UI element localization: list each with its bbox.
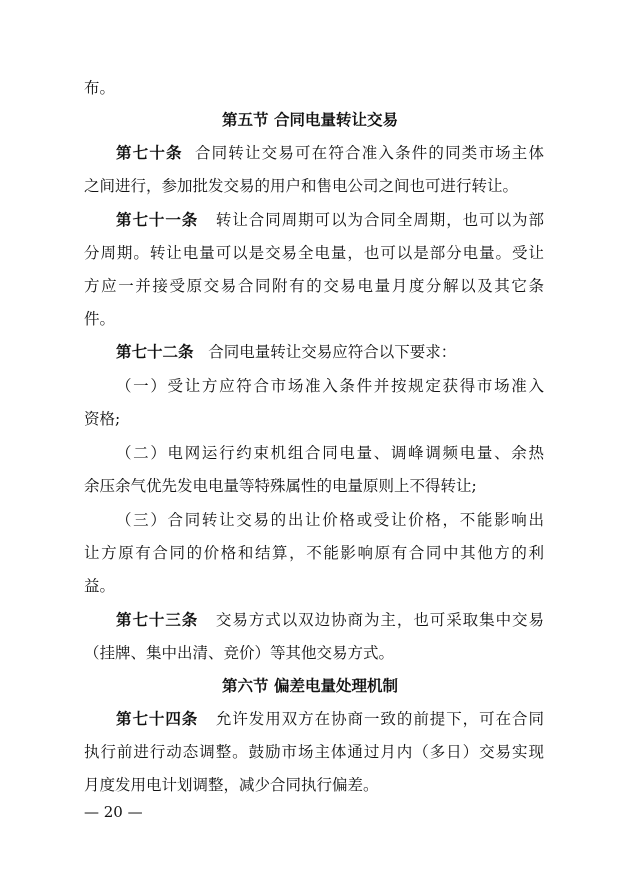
article-71-line-1 — [116, 210, 544, 230]
article-70-line-2: 之间进行，参加批发交易的用户和售电公司之间也可进行转让。 — [84, 177, 519, 195]
article-71-line-2: 分周期。转让电量可以是交易全电量，也可以是部分电量。受让 — [84, 244, 544, 262]
page-number: — 20 — — [84, 803, 143, 821]
article-73-text: 交易方式以双边协商为主，也可采取集中交易 — [215, 611, 544, 629]
article-74-line-1 — [116, 709, 544, 729]
article-71-text: 转让合同周期可以为合同全周期，也可以为部 — [215, 211, 544, 229]
section-heading-6: 第六节 偏差电量处理机制 — [222, 677, 398, 695]
article-70-label: 第七十条 — [116, 144, 183, 162]
article-70-line-1 — [116, 143, 544, 163]
article-70-text: 合同转让交易可在符合准入条件的同类市场主体 — [194, 144, 544, 162]
article-73-label: 第七十三条 — [116, 611, 199, 629]
text-line: 布。 — [84, 79, 116, 97]
article-71-label: 第七十一条 — [116, 211, 199, 229]
article-71-line-3: 方应一并接受原交易合同附有的交易电量月度分解以及其它条 — [84, 277, 544, 295]
article-74-text: 允许发用双方在协商一致的前提下，可在合同 — [215, 710, 544, 728]
article-72-line-1 — [116, 342, 544, 362]
article-72-label: 第七十二条 — [116, 343, 194, 361]
item-2-line-2: 余压余气优先发电电量等特殊属性的电量原则上不得转让; — [84, 477, 477, 495]
item-3-line-2: 让方原有合同的价格和结算，不能影响原有合同中其他方的利 — [84, 544, 544, 562]
article-72-text: 合同电量转让交易应符合以下要求： — [208, 343, 457, 361]
article-74-line-2: 执行前进行动态调整。鼓励市场主体通过月内（多日）交易实现 — [84, 743, 544, 761]
article-71-line-4: 件。 — [84, 310, 116, 328]
section-heading-5: 第五节 合同电量转让交易 — [222, 111, 398, 129]
item-3-line-3: 益。 — [84, 577, 116, 595]
item-3-line-1: （三）合同转让交易的出让价格或受让价格，不能影响出 — [116, 511, 544, 529]
article-73-line-2: （挂牌、集中出清、竞价）等其他交易方式。 — [84, 644, 395, 662]
item-1-line-1: （一）受让方应符合市场准入条件并按规定获得市场准入 — [116, 377, 544, 395]
item-2-line-1: （二）电网运行约束机组合同电量、调峰调频电量、余热 — [116, 444, 544, 462]
item-1-line-2: 资格; — [84, 410, 121, 428]
article-74-line-3: 月度发用电计划调整，减少合同执行偏差。 — [84, 776, 379, 794]
article-74-label: 第七十四条 — [116, 710, 199, 728]
article-73-line-1 — [116, 610, 544, 630]
